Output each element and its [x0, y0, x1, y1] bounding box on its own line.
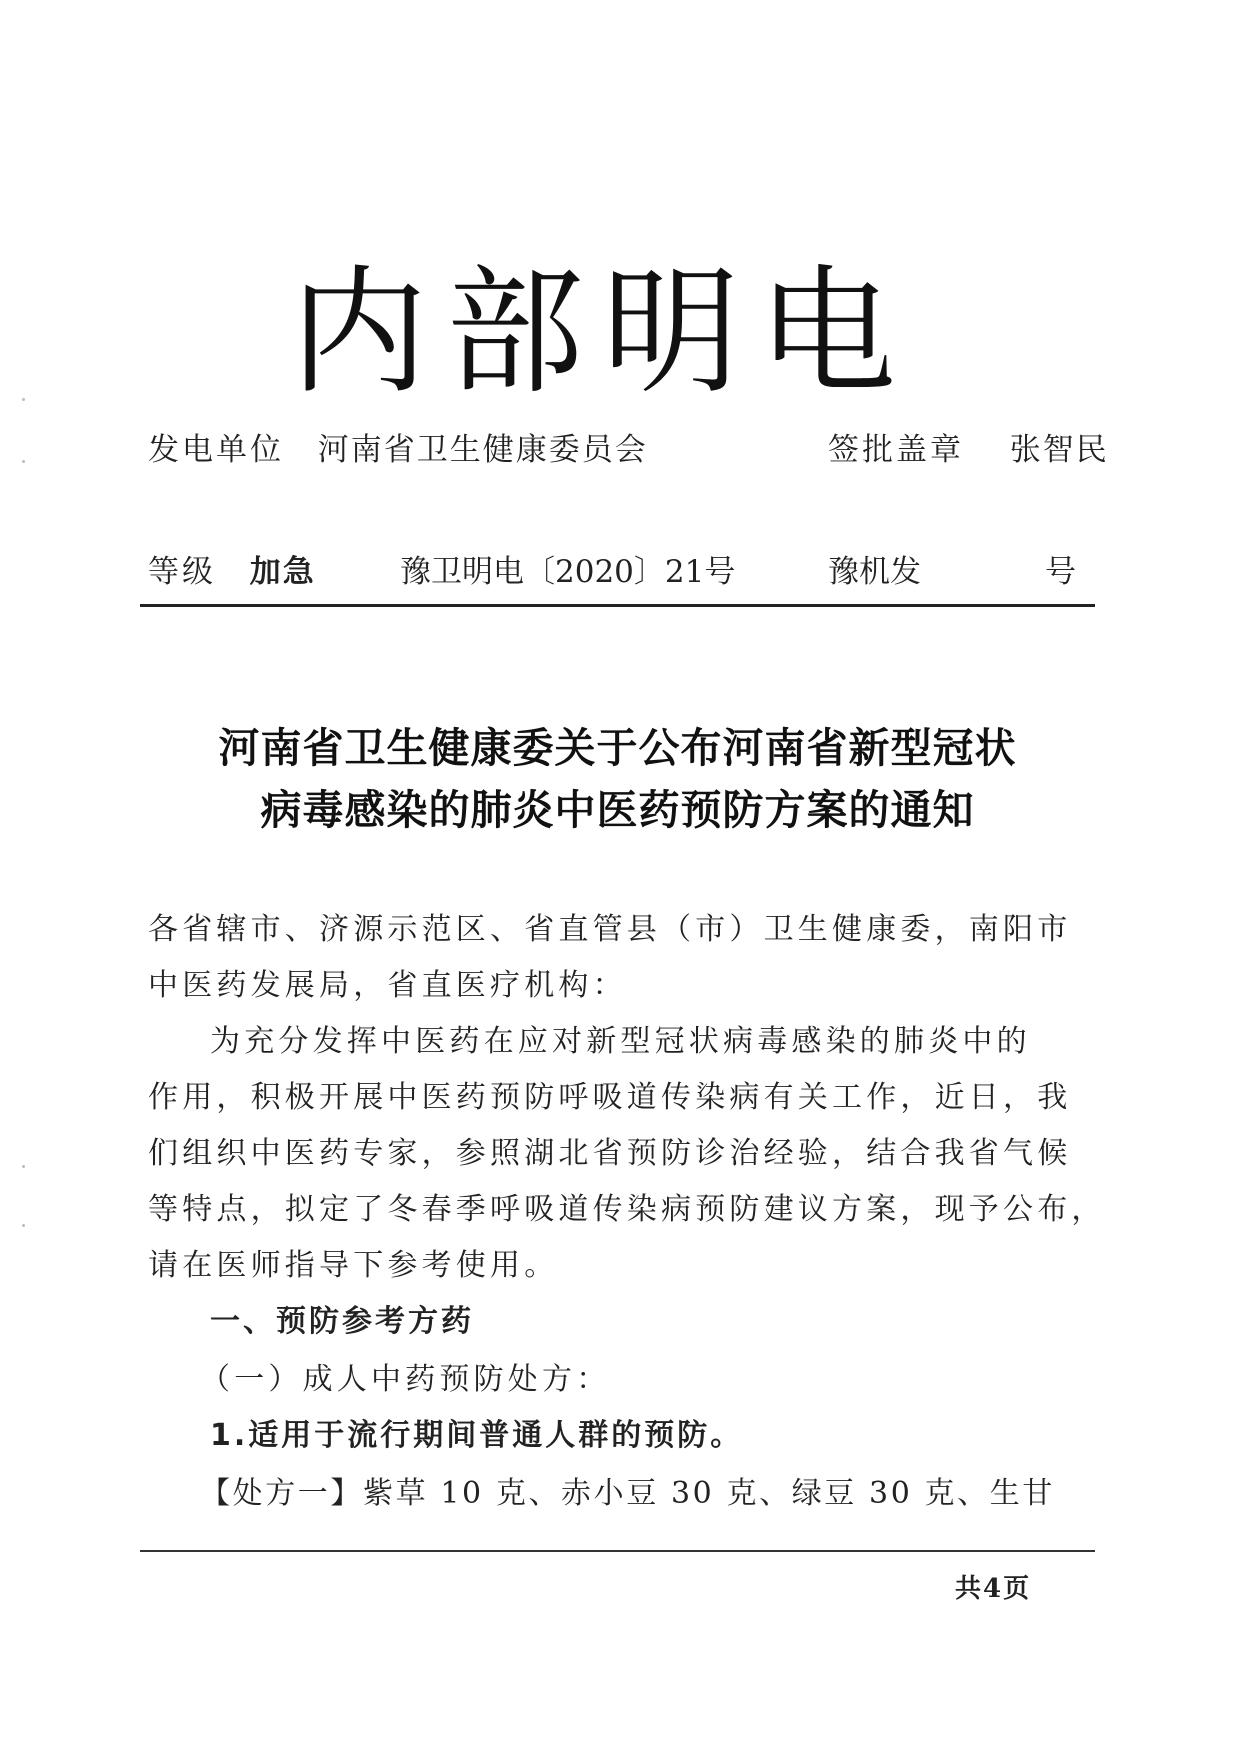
sign-label: 签批盖章 — [828, 432, 964, 468]
page-count: 共4页 — [955, 1574, 1032, 1604]
sender-value: 河南省卫生健康委员会 — [317, 432, 648, 468]
level-value: 加急 — [249, 554, 316, 590]
section-heading: 一、预防参考方药 — [210, 1304, 474, 1339]
paragraph-line: 为充分发挥中医药在应对新型冠状病毒感染的肺炎中的 — [210, 1024, 1031, 1059]
prescription-line: 【处方一】紫草 10 克、赤小豆 30 克、绿豆 30 克、生甘 — [200, 1476, 1055, 1511]
scan-speck — [22, 398, 25, 401]
paragraph-line: 们组织中医药专家，参照湖北省预防诊治经验，结合我省气候 — [148, 1136, 1072, 1171]
sender-row — [148, 430, 648, 470]
sender-label: 发电单位 — [148, 432, 284, 468]
sign-row — [828, 430, 1109, 470]
footer-divider — [140, 1550, 1095, 1552]
document-kind-heading: 内部明电 — [290, 252, 915, 413]
paragraph-line: 等特点，拟定了冬春季呼吸道传染病预防建议方案，现予公布， — [148, 1192, 1106, 1227]
item-heading: 1.适用于流行期间普通人群的预防。 — [210, 1418, 744, 1453]
level-row — [148, 552, 316, 592]
subsection-heading: （一）成人中药预防处方： — [200, 1362, 611, 1397]
machine-label: 豫机发 — [828, 554, 921, 590]
addressee-line-1: 各省辖市、济源示范区、省直管县（市）卫生健康委，南阳市 — [148, 912, 1072, 947]
header-divider — [140, 604, 1095, 607]
level-label: 等级 — [148, 554, 216, 590]
doc-number: 豫卫明电〔2020〕21号 — [400, 554, 736, 590]
title-line-1: 河南省卫生健康委关于公布河南省新型冠状 — [218, 724, 1017, 772]
machine-suffix: 号 — [1045, 554, 1076, 590]
title-line-2: 病毒感染的肺炎中医药预防方案的通知 — [260, 786, 975, 834]
addressee-line-2: 中医药发展局，省直医疗机构： — [148, 968, 627, 1003]
sign-value: 张智民 — [1009, 432, 1109, 468]
paragraph-line: 作用，积极开展中医药预防呼吸道传染病有关工作，近日，我 — [148, 1080, 1072, 1115]
paragraph-line: 请在医师指导下参考使用。 — [148, 1248, 559, 1283]
scan-speck — [22, 1224, 25, 1227]
scan-speck — [22, 1165, 25, 1168]
scan-speck — [22, 460, 25, 463]
